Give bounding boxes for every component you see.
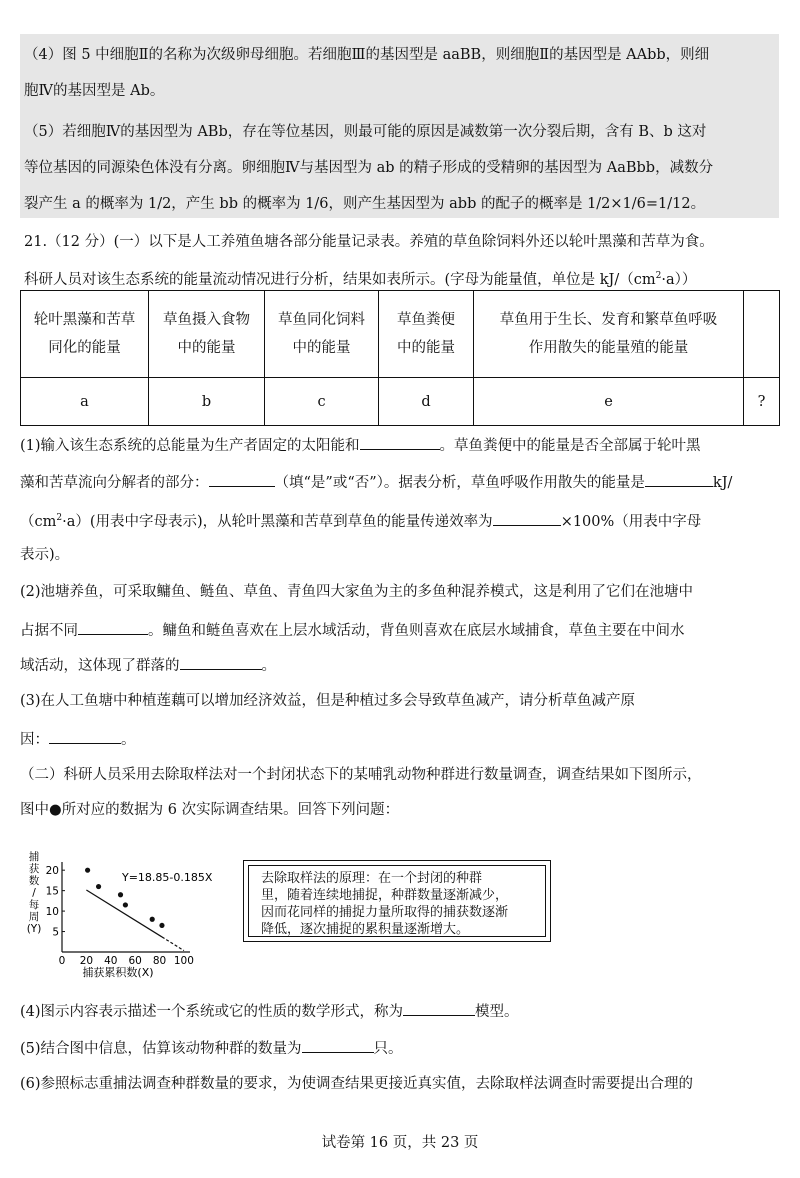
y-axis-label-char: (Y) [26, 923, 42, 935]
answer-blank[interactable] [78, 619, 148, 635]
q21-1-line-4: 表示)。 [20, 547, 70, 563]
energy-table-header-row [21, 291, 780, 378]
y-tick-label: 15 [45, 885, 59, 898]
answer-blank[interactable] [49, 728, 121, 744]
value-c: c [265, 378, 379, 426]
answer-blank[interactable] [209, 471, 275, 487]
q21-intro-line-2: 科研人员对该生态系统的能量流动情况进行分析，结果如表所示。(字母为能量值，单位是 $kJ/(cm^2\cdot a)$） [24, 271, 697, 288]
q21-3-line-2: 因： 。 [20, 728, 136, 750]
q5-line: (5)结合图中信息，估算该动物种群的数量为 只。 [20, 1037, 403, 1059]
y-tick-label: 5 [52, 926, 59, 939]
y-tick-label: 10 [45, 906, 59, 919]
q21-1-line-3: $(cm^2\cdot a)$(用表中字母表示)，从轮叶黑藻和苦草到草鱼的能量传递效率为 ×100%（用表中字母 [20, 508, 701, 532]
answer-line-1: （4）图 5 中细胞Ⅱ的名称为次级卵母细胞。若细胞Ⅲ的基因型是 aaBB，则细胞Ⅱ的基因型是 AAbb，则细 [24, 47, 710, 63]
fit-line-extension [162, 937, 184, 951]
note-line-4: 降低，逐次捕捉的累积量逐渐增大。 [261, 922, 470, 937]
x-tick-label: 0 [58, 955, 66, 967]
answer-line-3: （5）若细胞Ⅳ的基因型为 ABb，存在等位基因，则最可能的原因是减数第一次分裂后期，含有 B、b 这对 [24, 124, 707, 140]
method-note-box [243, 860, 551, 942]
q21-1-line-1: (1)输入该生态系统的总能量为生产者固定的太阳能和 。草鱼粪便中的能量是否全部属于轮叶黑 [20, 434, 701, 456]
regression-equation: Y=18.85-0.185X [122, 871, 213, 884]
y-axis-label-char: 每 [28, 899, 40, 911]
x-tick-label: 100 [173, 955, 194, 967]
header-intake-energy: 草鱼摄入食物 中的能量 [149, 291, 265, 378]
part2-intro-line-1: （二）科研人员采用去除取样法对一个封闭状态下的某哺乳动物种群进行数量调查，调查结果如下图所示， [20, 767, 702, 783]
removal-sampling-chart [20, 842, 240, 982]
q21-intro-line-1: 21.（12 分）(一）以下是人工养殖鱼塘各部分能量记录表。养殖的草鱼除饲料外还以轮叶黑藻和苦草为食。 [24, 234, 714, 250]
energy-table [20, 290, 780, 426]
header-feces-energy: 草鱼粪便 中的能量 [379, 291, 474, 378]
answer-blank[interactable] [360, 434, 440, 450]
answer-blank[interactable] [403, 1000, 475, 1016]
data-point [159, 923, 164, 928]
data-point [118, 892, 123, 897]
answer-line-4: 等位基因的同源染色体没有分离。卵细胞Ⅳ与基因型为 ab 的精子形成的受精卵的基因型为 AaBbb，减数分 [24, 160, 714, 176]
answer-blank[interactable] [645, 471, 713, 487]
x-tick-label: 80 [152, 955, 167, 967]
q21-2-line-1: (2)池塘养鱼，可采取鳙鱼、鲢鱼、草鱼、青鱼四大家鱼为主的多鱼种混养模式，这是利用了它们在池塘中 [20, 584, 694, 600]
fit-line [86, 890, 162, 937]
value-b: b [149, 378, 265, 426]
header-growth-energy: 草鱼用于生长、发育和繁草鱼呼吸 作用散失的能量殖的能量 [474, 291, 744, 378]
note-line-1: 去除取样法的原理：在一个封闭的种群 [261, 871, 483, 886]
x-tick-label: 60 [128, 955, 142, 967]
answer-line-5: 裂产生 a 的概率为 1/2，产生 bb 的概率为 1/6，则产生基因型为 abb 的配子的概率是 1/2×1/6=1/12。 [24, 196, 706, 212]
q21-3-line-1: (3)在人工鱼塘中种植莲藕可以增加经济效益，但是种植过多会导致草鱼减产，请分析草鱼减产原 [20, 693, 636, 709]
y-axis-label-char: 获 [28, 863, 40, 875]
data-point [85, 868, 90, 873]
q4-line: (4)图示内容表示描述一个系统或它的性质的数学形式，称为 模型。 [20, 1000, 519, 1022]
header-feed-assimilation: 草鱼同化饲料 中的能量 [265, 291, 379, 378]
y-axis-label-char: 周 [28, 911, 40, 923]
page-footer: 试卷第 16 页，共 23 页 [321, 1135, 479, 1151]
q21-2-line-2: 占据不同 。鳙鱼和鲢鱼喜欢在上层水域活动，背鱼则喜欢在底层水域捕食，草鱼主要在中间水 [20, 619, 685, 641]
q6-line: (6)参照标志重捕法调查种群数量的要求，为使调查结果更接近真实值，去除取样法调查时需要提出合理的 [20, 1076, 694, 1092]
y-axis-label [27, 850, 42, 935]
answer-blank[interactable] [180, 654, 262, 670]
y-tick-label: 20 [45, 865, 59, 878]
method-note-inner [248, 865, 546, 937]
x-axis-label: 捕获累积数(X) [82, 966, 154, 979]
value-e: e [474, 378, 744, 426]
energy-table-value-row [21, 378, 780, 426]
q21-1-line-2: 藻和苦草流向分解者的部分： （填“是”或“否”）。据表分析，草鱼呼吸作用散失的能量是 kJ/ [20, 471, 732, 493]
value-d: d [379, 378, 474, 426]
y-axis-label-char: 捕 [28, 851, 40, 863]
note-line-2: 里，随着连续地捕捉，种群数量逐渐减少， [261, 888, 509, 903]
value-unknown: ? [744, 378, 780, 426]
x-tick-label: 40 [104, 955, 118, 967]
data-point [150, 917, 155, 922]
answer-blank[interactable] [493, 510, 561, 526]
value-a: a [21, 378, 149, 426]
part2-intro-line-2: 图中●所对应的数据为 6 次实际调查结果。回答下列问题： [20, 802, 400, 818]
data-point [123, 902, 128, 907]
y-axis-label-char: / [32, 887, 36, 899]
data-point [96, 884, 101, 889]
answer-line-2: 胞Ⅳ的基因型是 Ab。 [24, 83, 165, 99]
q21-2-line-3: 域活动，这体现了群落的 。 [20, 654, 276, 676]
y-axis-label-char: 数 [28, 875, 40, 887]
note-line-3: 因而花同样的捕捉力量所取得的捕获数逐渐 [261, 905, 509, 920]
header-producer-energy: 轮叶黑藻和苦草 同化的能量 [21, 291, 149, 378]
x-tick-label: 20 [79, 955, 94, 967]
header-blank [744, 291, 780, 378]
answer-blank[interactable] [302, 1037, 374, 1053]
